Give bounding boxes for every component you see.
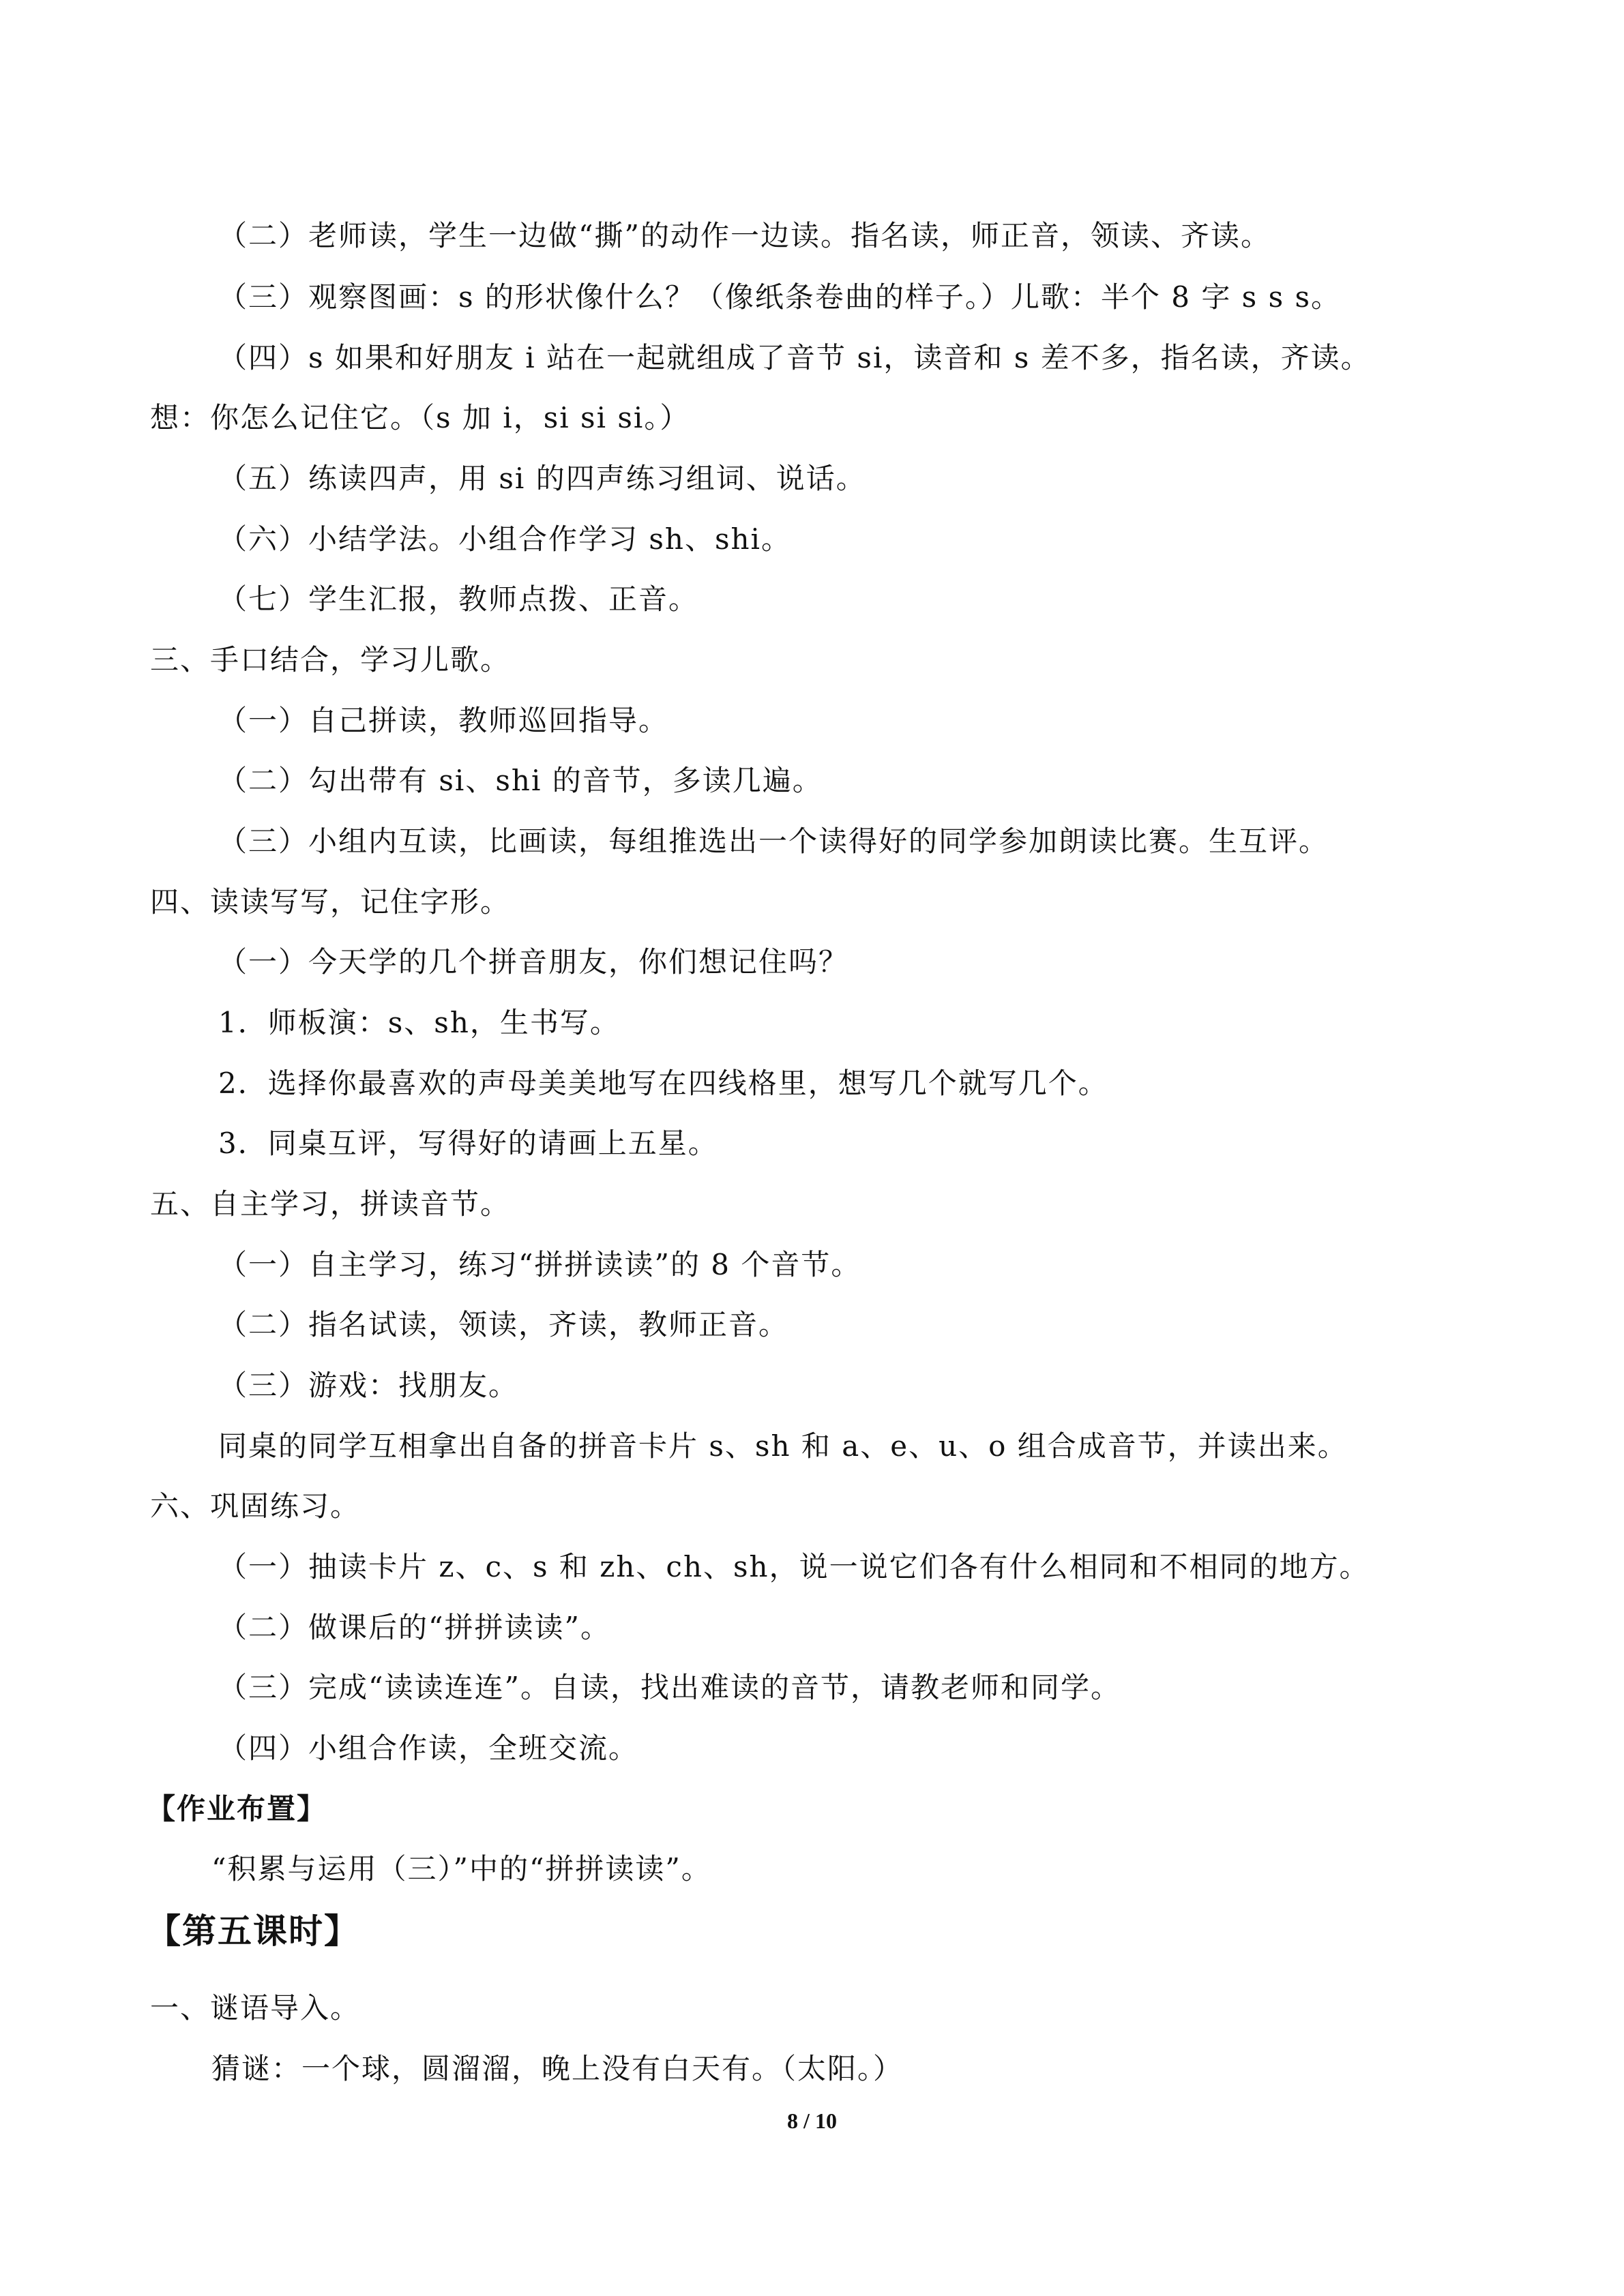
section-heading: 三、手口结合，学习儿歌。: [150, 643, 511, 676]
text-line: 3．同桌互评，写得好的请画上五星。: [218, 1127, 718, 1160]
text-line: （一）自主学习，练习“拼拼读读”的 8 个音节。: [218, 1248, 861, 1281]
section-heading: 六、巩固练习。: [150, 1489, 361, 1523]
text-line: 想：你怎么记住它。（s 加 i，si si si。）: [150, 401, 690, 434]
text-line: （一）抽读卡片 z、c、s 和 zh、ch、sh，说一说它们各有什么相同和不相同的地方。: [218, 1550, 1370, 1583]
text-line: （一）今天学的几个拼音朋友，你们想记住吗？: [218, 945, 849, 979]
section-heading: 五、自主学习，拼读音节。: [150, 1187, 511, 1221]
text-line: （三）游戏：找朋友。: [218, 1369, 519, 1402]
text-line: （一）自己拼读，教师巡回指导。: [218, 704, 669, 737]
text-line: （二）勾出带有 si、shi 的音节，多读几遍。: [218, 764, 823, 797]
section-heading: 一、谜语导入。: [150, 1991, 361, 2025]
text-line: （四）s 如果和好朋友 i 站在一起就组成了音节 si，读音和 s 差不多，指名读，齐读。: [218, 341, 1371, 374]
text-line: （五）练读四声，用 si 的四声练习组词、说话。: [218, 462, 866, 495]
page-number: 8 / 10: [787, 2108, 837, 2133]
text-line: （三）小组内互读，比画读，每组推选出一个读得好的同学参加朗读比赛。生互评。: [218, 824, 1329, 858]
text-line: （二）指名试读，领读，齐读，教师正音。: [218, 1308, 789, 1341]
text-line: （二）做课后的“拼拼读读”。: [218, 1611, 610, 1644]
lesson-heading: 【第五课时】: [147, 1911, 359, 1951]
text-line: 猜谜：一个球，圆溜溜，晚上没有白天有。（太阳。）: [211, 2052, 904, 2085]
text-line: （四）小组合作读，全班交流。: [218, 1731, 639, 1765]
text-line: （三）观察图画：s 的形状像什么？（像纸条卷曲的样子。）儿歌：半个 8 字 s s s。: [218, 280, 1342, 314]
text-line: （六）小结学法。小组合作学习 sh、shi。: [218, 522, 791, 556]
text-line: （七）学生汇报，教师点拨、正音。: [218, 582, 699, 616]
text-line: （三）完成“读读连连”。自读，找出难读的音节，请教老师和同学。: [218, 1671, 1121, 1704]
text-line: 2．选择你最喜欢的声母美美地写在四线格里，想写几个就写几个。: [218, 1067, 1108, 1100]
text-line: 同桌的同学互相拿出自备的拼音卡片 s、sh 和 a、e、u、o 组合成音节，并读出来。: [218, 1429, 1348, 1463]
text-line: （二）老师读，学生一边做“撕”的动作一边读。指名读，师正音，领读、齐读。: [218, 219, 1271, 252]
section-heading: 四、读读写写，记住字形。: [150, 885, 511, 919]
text-line: 1．师板演：s、sh，生书写。: [218, 1006, 620, 1039]
text-line: “积累与运用（三）”中的“拼拼读读”。: [211, 1852, 711, 1885]
homework-heading: 【作业布置】: [147, 1792, 327, 1825]
